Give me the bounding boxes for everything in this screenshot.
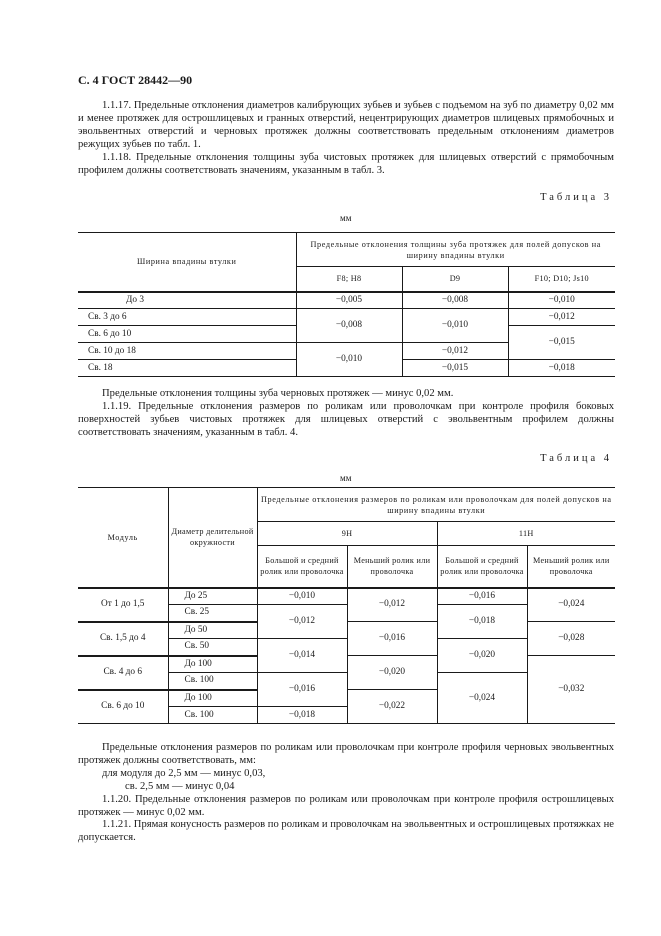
- t4-header-9h: 9H: [257, 522, 437, 546]
- table-4: [78, 487, 615, 724]
- t3-row-label: До 3: [78, 292, 296, 309]
- t4-cell: −0,018: [257, 707, 347, 724]
- t3-cell: −0,010: [296, 343, 402, 377]
- t4-cell: −0,012: [347, 588, 437, 622]
- t4-header-11h: 11H: [437, 522, 615, 546]
- t3-cell: −0,010: [402, 309, 508, 343]
- mid-paragraphs: [78, 388, 614, 440]
- t3-cell: −0,012: [402, 343, 508, 360]
- t4-header-module: Модуль: [78, 488, 168, 588]
- t3-cell: −0,008: [402, 292, 508, 309]
- paragraph-1-1-19: 1.1.19. Предельные отклонения размеров по роликам или проволочкам при контроле профиля боковых поверхностей зубьев чистовых протяжек для шлицевых отверстий с эвольвентным профилем должны соответствовать значениям, указанным в табл. 4.: [78, 400, 614, 438]
- paragraph-1-1-17: 1.1.17. Предельные отклонения диаметров калибрующих зубьев и зубьев с подъемом на зуб по диаметру 0,02 мм и менее протяжек для острошлицевых и гранных отверстий, нецентрирующих диаметров шлицевых прямобочных и эвольвентных отверстий и черновых протяжек должны соответствовать предельным отклонениям диаметров режущих зубьев по табл. 1.: [78, 100, 614, 150]
- t4-header-group: Предельные отклонения размеров по роликам или проволочкам для полей допусков на ширину впадины втулки: [257, 488, 615, 522]
- paragraph-1-1-20: 1.1.20. Предельные отклонения размеров по роликам или проволочкам при контроле профиля острошлицевых протяжек — минус 0,02 мм.: [78, 793, 614, 818]
- paragraph-module-line2: св. 2,5 мм — минус 0,04: [125, 780, 235, 792]
- t4-diameter: Св. 100: [168, 673, 257, 690]
- t3-cell: −0,015: [508, 326, 615, 360]
- t4-cell: −0,016: [347, 622, 437, 656]
- paragraph-1-1-18: 1.1.18. Предельные отклонения толщины зуба чистовых протяжек для шлицевых отверстий с прямобочным профилем должны соответствовать значениям, указанным в табл. 3.: [78, 151, 614, 176]
- t4-diameter: До 50: [168, 622, 257, 639]
- t4-cell: −0,024: [527, 588, 615, 622]
- table4-unit: мм: [340, 473, 352, 483]
- intro-paragraphs: [78, 100, 614, 177]
- t4-diameter: Св. 25: [168, 605, 257, 622]
- t4-cell: −0,020: [347, 656, 437, 690]
- t3-row-label: Св. 18: [78, 360, 296, 377]
- t4-cell: −0,020: [437, 639, 527, 673]
- paragraph-rough-involute: Предельные отклонения размеров по роликам или проволочкам при контроле профиля черновых эвольвентных протяжек должны соответствовать, мм:: [78, 742, 614, 766]
- t4-cell: −0,016: [437, 588, 527, 605]
- paragraph-rough-broach: Предельные отклонения толщины зуба черновых протяжек — минус 0,02 мм.: [102, 388, 454, 399]
- t4-cell: −0,022: [347, 690, 437, 724]
- t3-row-label: Св. 10 до 18: [78, 343, 296, 360]
- t4-diameter: Св. 100: [168, 707, 257, 724]
- t4-module: Св. 4 до 6: [78, 656, 168, 690]
- t4-module: Св. 6 до 10: [78, 690, 168, 724]
- t4-header-small-11h: Меньший ролик или проволочка: [527, 546, 615, 588]
- t4-header-small-9h: Меньший ролик или проволочка: [347, 546, 437, 588]
- t4-cell: −0,012: [257, 605, 347, 639]
- t4-module: Св. 1,5 до 4: [78, 622, 168, 656]
- page-header: С. 4 ГОСТ 28442—90: [78, 73, 193, 87]
- paragraph-module-line1: для модуля до 2,5 мм — минус 0,03,: [102, 767, 266, 779]
- table4-caption: Таблица 4: [540, 453, 612, 464]
- t4-diameter: До 100: [168, 656, 257, 673]
- t3-row-label: Св. 3 до 6: [78, 309, 296, 326]
- t3-header-group: Предельные отклонения толщины зуба протяжек для полей допусков на ширину впадины втулки: [296, 233, 615, 267]
- t4-cell: −0,024: [437, 673, 527, 724]
- t4-module: От 1 до 1,5: [78, 588, 168, 622]
- bottom-paragraphs: [78, 742, 614, 845]
- t4-cell: −0,014: [257, 639, 347, 673]
- t3-header-f10: F10; D10; Js10: [508, 267, 615, 292]
- t4-cell: −0,018: [437, 605, 527, 639]
- t4-diameter: Св. 50: [168, 639, 257, 656]
- t3-cell: −0,015: [402, 360, 508, 377]
- table3-unit: мм: [340, 213, 352, 223]
- t3-cell: −0,008: [296, 309, 402, 343]
- table-3: [78, 232, 615, 377]
- t3-row-label: Св. 6 до 10: [78, 326, 296, 343]
- t4-diameter: До 100: [168, 690, 257, 707]
- t3-header-d9: D9: [402, 267, 508, 292]
- t3-cell: −0,010: [508, 292, 615, 309]
- t4-diameter: До 25: [168, 588, 257, 605]
- paragraph-1-1-21: 1.1.21. Прямая конусность размеров по роликам и проволочкам на эвольвентных и острошлицевых протяжках не допускается.: [78, 819, 614, 844]
- t4-header-big-9h: Большой и средний ролик или проволочка: [257, 546, 347, 588]
- t3-cell: −0,005: [296, 292, 402, 309]
- t3-cell: −0,018: [508, 360, 615, 377]
- t3-cell: −0,012: [508, 309, 615, 326]
- t3-header-f8h8: F8; H8: [296, 267, 402, 292]
- t4-cell: −0,010: [257, 588, 347, 605]
- table3-caption: Таблица 3: [540, 192, 612, 203]
- t3-header-width: Ширина впадины втулки: [78, 233, 296, 292]
- t4-header-diameter: Диаметр делительной окружности: [168, 488, 257, 588]
- t4-header-big-11h: Большой и средний ролик или проволочка: [437, 546, 527, 588]
- t4-cell: −0,028: [527, 622, 615, 656]
- t4-cell: −0,016: [257, 673, 347, 707]
- t4-cell: −0,032: [527, 656, 615, 724]
